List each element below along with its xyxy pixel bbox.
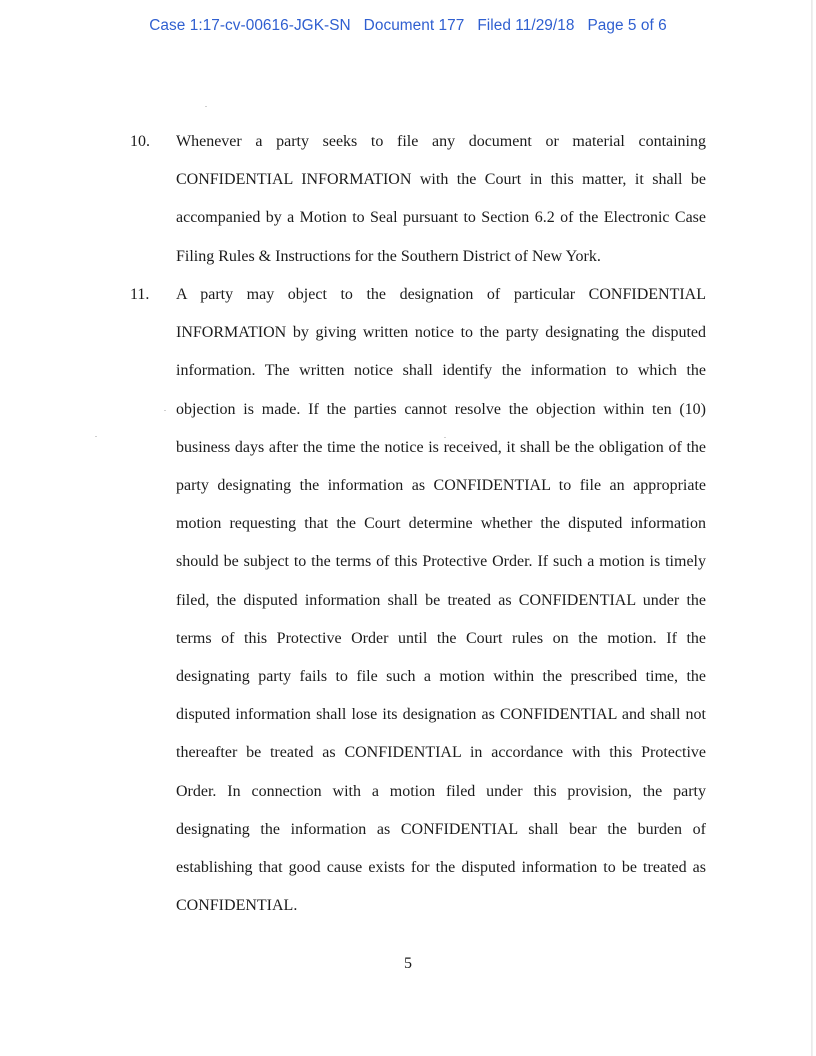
page-indicator: Page 5 of 6	[587, 17, 667, 34]
page-edge-shadow	[811, 0, 813, 1056]
document-number: Document 177	[363, 17, 465, 34]
paragraph-number: 11.	[130, 286, 150, 303]
ecf-filing-header	[0, 17, 816, 35]
paragraph-text: Whenever a party seeks to file any document or material containing CONFIDENTIAL INFORMATION with the Court in this matter, it shall be accompanied by a Motion to Seal pursuant to Section 6.2 of the Electronic Case Filing Rules & Instructions for the Southern District of New York.	[176, 133, 706, 265]
paragraph-number: 10.	[130, 133, 150, 150]
paragraph-text: A party may object to the designation of particular CONFIDENTIAL INFORMATION by giving written notice to the party designating the disputed information. The written notice shall identify the information to which the objection is made. If the parties cannot resolve the objection within ten (10) business days after the time the notice is received, it shall be the obligation of the party designating the information as CONFIDENTIAL to file an appropriate motion requesting that the Court determine whether the disputed information should be subject to the terms of this Protective Order. If such a motion is timely filed, the disputed information shall be treated as CONFIDENTIAL under the terms of this Protective Order until the Court rules on the motion. If the designating party fails to file such a motion within the prescribed time, the disputed information shall lose its designation as CONFIDENTIAL and shall not thereafter be treated as CONFIDENTIAL in accordance with this Protective Order. In connection with a motion filed under this provision, the party designating the information as CONFIDENTIAL shall bear the burden of establishing that good cause exists for the disputed information to be treated as CONFIDENTIAL.	[176, 286, 706, 915]
numbered-paragraph-10	[130, 123, 706, 276]
scan-speck	[205, 106, 207, 107]
numbered-paragraph-11	[130, 276, 706, 925]
scan-speck	[95, 436, 97, 437]
scan-speck	[444, 437, 446, 438]
scan-speck	[164, 410, 166, 411]
page-number: 5	[404, 955, 412, 972]
case-number: Case 1:17-cv-00616-JGK-SN	[149, 17, 351, 34]
filed-date: Filed 11/29/18	[477, 17, 575, 34]
